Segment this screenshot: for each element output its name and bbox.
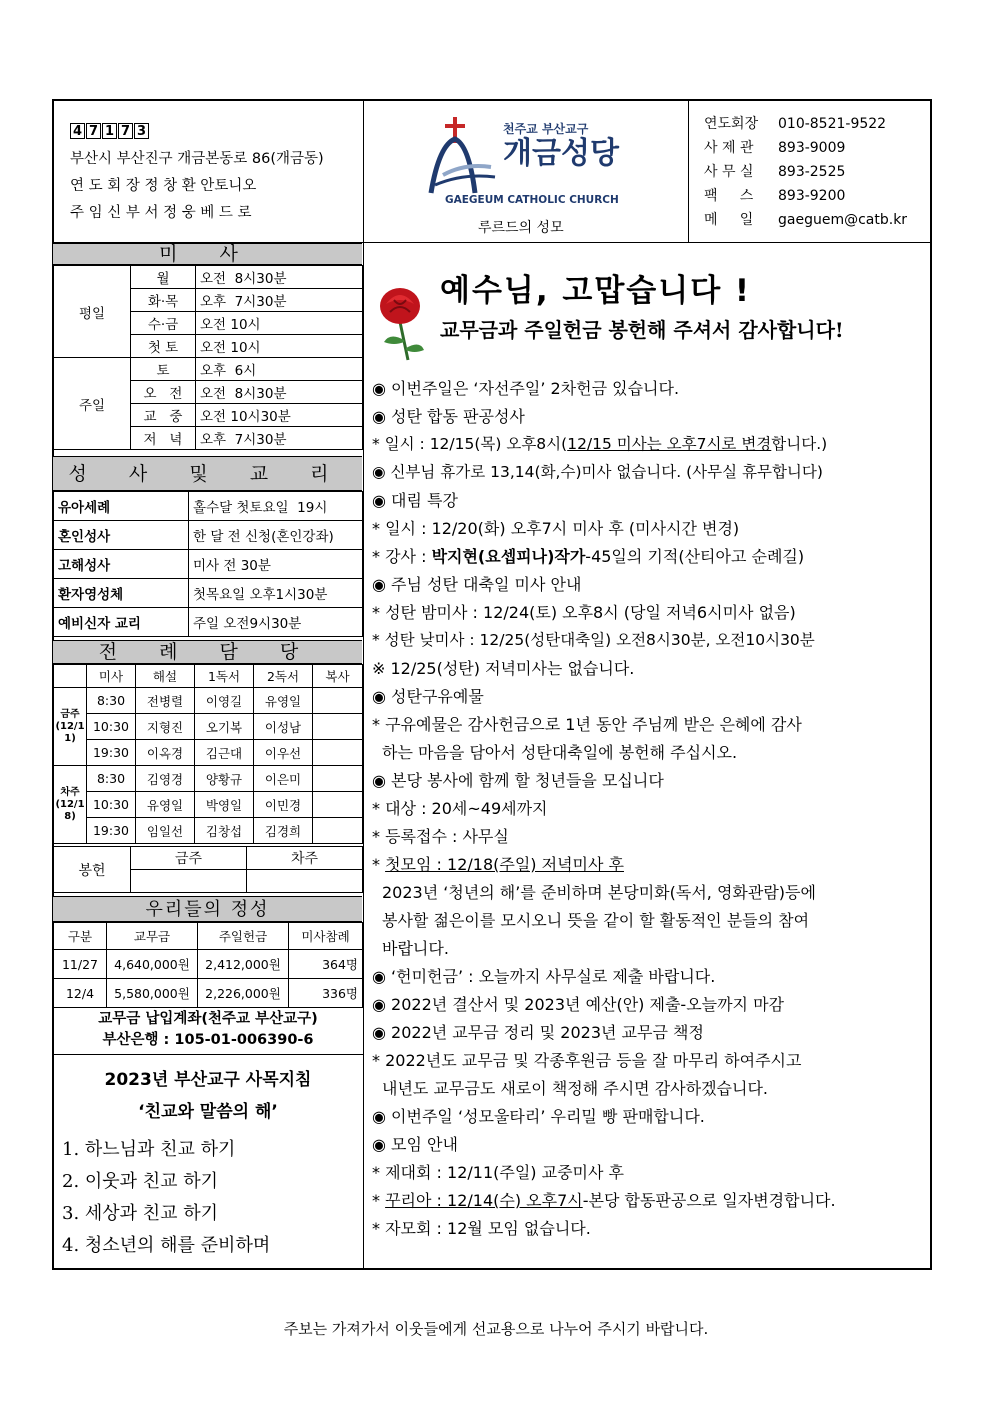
mass-time: 오전 10시 <box>196 312 363 335</box>
notice-detail <box>372 857 624 873</box>
donations-date: 12/4 <box>54 979 107 1008</box>
notice-detail: * 등록접수 : 사무실 <box>372 827 509 846</box>
notice-item: ◉ 성탄구유예물 <box>372 687 484 706</box>
donations-header: 주일헌금 <box>198 923 289 950</box>
notice-item: ◉ 대림 특강 <box>372 491 458 510</box>
zip-digit: 1 <box>102 123 117 139</box>
notice-item: ◉ 본당 봉사에 함께 할 청년들을 모십니다 <box>372 771 664 790</box>
notice-text: * 강사 : <box>372 547 432 566</box>
donations-tithe: 5,580,000원 <box>107 979 198 1008</box>
notice-detail: * 일시 : 12/20(화) 오후7시 미사 후 (미사시간 변경) <box>372 519 740 538</box>
pastoral-item: 4. 청소년의 해를 준비하며 <box>62 1235 271 1256</box>
mass-day: 첫 토 <box>131 335 196 358</box>
donations-table <box>53 922 363 1008</box>
liturgy-section-title: 전 례 담 당 <box>53 640 362 664</box>
bulletin-footer: 주보는 가져가서 이웃들에게 선교용으로 나누어 주시기 바랍니다. <box>283 1320 709 1338</box>
donations-header: 미사참례 <box>289 923 363 950</box>
liturgy-server <box>313 714 363 740</box>
contact-value: gaeguem@catb.kr <box>778 212 908 228</box>
sacrament-value: 첫목요일 오후1시30분 <box>189 579 363 608</box>
notice-text: -45일의 기적(산티아고 순례길) <box>585 547 805 566</box>
weekday-label: 평일 <box>54 266 131 358</box>
notice-item: ◉ 이번주일은 ‘자선주일’ 2차헌금 있습니다. <box>372 379 680 398</box>
notice-item: ◉ 2022년 교무금 정리 및 2023년 교무금 책정 <box>372 1023 704 1042</box>
contact-value: 010-8521-9522 <box>778 116 887 132</box>
liturgy-table <box>53 664 363 844</box>
pastoral-item: 3. 세상과 친교 하기 <box>62 1203 219 1224</box>
sunday-label: 주일 <box>54 358 131 450</box>
notice-detail: 봉사할 젊은이를 모시오니 뜻을 같이 할 활동적인 분들의 참여 <box>382 911 810 930</box>
liturgy-commentator: 김영경 <box>136 766 195 792</box>
liturgy-mass: 8:30 <box>87 766 136 792</box>
liturgy-header: 2독서 <box>254 665 313 688</box>
liturgy-server <box>313 792 363 818</box>
zip-code <box>70 123 149 139</box>
mass-section-title: 미 사 <box>53 243 362 265</box>
liturgy-mass: 8:30 <box>87 688 136 714</box>
mass-day: 화·목 <box>131 289 196 312</box>
notice-underlined-text: 12/15 미사는 오후7시로 변경 <box>567 435 772 453</box>
donations-attendance: 364명 <box>289 950 363 979</box>
notice-detail <box>372 549 804 565</box>
offering-this-week <box>131 870 247 893</box>
sacrament-name: 유아세례 <box>54 492 189 521</box>
column-divider <box>363 100 364 1269</box>
notice-detail: 2023년 ‘청년의 해’를 준비하며 본당미화(독서, 영화관람)등에 <box>382 883 816 902</box>
pastor-line: 주 임 신 부 서 정 웅 베 드 로 <box>70 205 252 221</box>
sacraments-table <box>53 491 363 637</box>
notice-detail: ※ 12/25(성탄) 저녁미사는 없습니다. <box>372 659 635 678</box>
notice-detail: * 제대회 : 12/11(주일) 교중미사 후 <box>372 1163 624 1182</box>
liturgy-reader2: 유영일 <box>254 688 313 714</box>
donations-section-title: 우리들의 정성 <box>53 896 362 922</box>
pastoral-title: 2023년 부산교구 사목지침 <box>104 1070 312 1090</box>
donations-sunday-offering: 2,226,000원 <box>198 979 289 1008</box>
notice-detail: * 구유예물은 감사헌금으로 1년 동안 주님께 받은 은혜에 감사 <box>372 715 802 734</box>
contact-value: 893-9009 <box>778 140 846 156</box>
mass-time: 오전 8시30분 <box>196 266 363 289</box>
pastoral-theme: ‘친교와 말씀의 해’ <box>138 1102 278 1122</box>
donations-sunday-offering: 2,412,000원 <box>198 950 289 979</box>
church-subtitle: 루르드의 성모 <box>478 220 564 236</box>
notice-bold-text: 박지현(요셉피나)작가 <box>431 547 586 566</box>
offering-table <box>53 846 363 893</box>
mass-day: 오 전 <box>131 381 196 404</box>
notice-text: * <box>372 855 386 874</box>
contact-label: 사 제 관 <box>704 140 754 156</box>
diocese-name: 천주교 부산교구 <box>503 122 589 136</box>
liturgy-reader1: 김창섭 <box>195 818 254 844</box>
liturgy-corner <box>54 665 87 688</box>
sacrament-name: 혼인성사 <box>54 521 189 550</box>
liturgy-header: 해설 <box>136 665 195 688</box>
notice-text: -본당 합동판공으로 일자변경합니다. <box>582 1191 836 1210</box>
liturgy-reader1: 이영길 <box>195 688 254 714</box>
contact-value: 893-9200 <box>778 188 846 204</box>
liturgy-server <box>313 766 363 792</box>
donations-attendance: 336명 <box>289 979 363 1008</box>
notice-detail: 바랍니다. <box>382 939 449 958</box>
notice-underlined-text: 첫모임 : 12/18(주일) 저녁미사 후 <box>385 855 624 874</box>
account-line-2: 부산은행 : 105-01-006390-6 <box>102 1032 314 1048</box>
zip-digit: 4 <box>70 123 85 139</box>
liturgy-reader2: 이민경 <box>254 792 313 818</box>
mass-day: 수·금 <box>131 312 196 335</box>
notice-detail: * 대상 : 20세~49세까지 <box>372 799 548 818</box>
liturgy-reader1: 김근대 <box>195 740 254 766</box>
notice-text: * 일시 : 12/15(목) 오후8시( <box>372 435 568 453</box>
liturgy-header: 1독서 <box>195 665 254 688</box>
liturgy-header: 복사 <box>313 665 363 688</box>
mass-time: 오후 7시30분 <box>196 289 363 312</box>
notice-detail: * 2022년도 교무금 및 각종후원금 등을 잘 마무리 하여주시고 <box>372 1051 802 1070</box>
liturgy-mass: 19:30 <box>87 818 136 844</box>
zip-digit: 7 <box>86 123 101 139</box>
liturgy-week-label: 차주(12/18) <box>54 766 87 844</box>
mass-day: 교 중 <box>131 404 196 427</box>
notice-item: ◉ 신부님 휴가로 13,14(화,수)미사 없습니다. (사무실 휴무합니다) <box>372 463 823 481</box>
liturgy-commentator: 임일선 <box>136 818 195 844</box>
zip-digit: 7 <box>118 123 133 139</box>
notice-item: ◉ 이번주일 ‘성모울타리’ 우리밀 빵 판매합니다. <box>372 1107 705 1126</box>
liturgy-reader2: 이우선 <box>254 740 313 766</box>
account-divider <box>53 1054 363 1055</box>
sacraments-section-title: 성 사 및 교 리 <box>53 456 362 491</box>
sacrament-name: 고해성사 <box>54 550 189 579</box>
liturgy-commentator: 유영일 <box>136 792 195 818</box>
liturgy-server <box>313 818 363 844</box>
liturgy-commentator: 지형진 <box>136 714 195 740</box>
liturgy-header: 미사 <box>87 665 136 688</box>
sacrament-name: 환자영성체 <box>54 579 189 608</box>
liturgy-mass: 19:30 <box>87 740 136 766</box>
donations-date: 11/27 <box>54 950 107 979</box>
notice-underlined-text: 꾸리아 : 12/14(수) 오후7시 <box>385 1191 583 1210</box>
notice-item: ◉ 2022년 결산서 및 2023년 예산(안) 제출-오늘까지 마감 <box>372 995 785 1014</box>
mass-time: 오전 8시30분 <box>196 381 363 404</box>
liturgy-server <box>313 688 363 714</box>
mass-day: 저 녁 <box>131 427 196 450</box>
church-address: 부산시 부산진구 개금본동로 86(개금동) <box>70 151 324 167</box>
liturgy-reader1: 오기복 <box>195 714 254 740</box>
notice-headline: 예수님, 고맙습니다 ! <box>440 273 752 309</box>
liturgy-reader2: 이은미 <box>254 766 313 792</box>
sacrament-name: 예비신자 교리 <box>54 608 189 637</box>
liturgy-reader2: 이성남 <box>254 714 313 740</box>
contact-label: 사 무 실 <box>704 164 754 180</box>
notice-detail: 하는 마음을 담아서 성탄대축일에 봉헌해 주십시오. <box>382 743 738 762</box>
liturgy-commentator: 이옥경 <box>136 740 195 766</box>
donations-tithe: 4,640,000원 <box>107 950 198 979</box>
liturgy-reader1: 양황규 <box>195 766 254 792</box>
liturgy-reader2: 김경희 <box>254 818 313 844</box>
contact-label: 팩 스 <box>704 188 754 204</box>
sacrament-value: 주일 오전9시30분 <box>189 608 363 637</box>
notice-text: * <box>372 1191 386 1210</box>
mass-schedule-table <box>53 265 363 450</box>
liturgy-reader1: 박영일 <box>195 792 254 818</box>
pastoral-item: 2. 이웃과 친교 하기 <box>62 1171 219 1192</box>
church-logo <box>425 115 635 206</box>
mass-time: 오후 7시30분 <box>196 427 363 450</box>
notice-subheadline: 교무금과 주일헌금 봉헌해 주셔서 감사합니다! <box>440 318 844 342</box>
notice-detail <box>372 1193 836 1209</box>
mass-day: 토 <box>131 358 196 381</box>
notice-item: ◉ 주님 성탄 대축일 미사 안내 <box>372 575 582 594</box>
notice-detail: 내년도 교무금도 새로이 책정해 주시면 감사하겠습니다. <box>382 1079 769 1098</box>
notice-item: ◉ 모임 안내 <box>372 1135 458 1154</box>
notice-item: ◉ 성탄 합동 판공성사 <box>372 407 525 426</box>
account-line-1: 교무금 납입계좌(천주교 부산교구) <box>98 1011 318 1027</box>
liturgy-mass: 10:30 <box>87 792 136 818</box>
offering-next-week <box>247 870 363 893</box>
mass-time: 오전 10시30분 <box>196 404 363 427</box>
chairman-line: 연 도 회 장 정 창 환 안토니오 <box>70 178 257 194</box>
contact-label: 메 일 <box>704 212 754 228</box>
liturgy-mass: 10:30 <box>87 714 136 740</box>
zip-digit: 3 <box>134 123 149 139</box>
notice-detail: * 성탄 낮미사 : 12/25(성탄대축일) 오전8시30분, 오전10시30분 <box>372 631 815 649</box>
notice-detail: * 자모회 : 12월 모임 없습니다. <box>372 1219 591 1238</box>
sacrament-value: 한 달 전 신청(혼인강좌) <box>189 521 363 550</box>
mass-time: 오후 6시 <box>196 358 363 381</box>
contact-value: 893-2525 <box>778 164 846 180</box>
mass-day: 월 <box>131 266 196 289</box>
liturgy-server <box>313 740 363 766</box>
notice-text: 합니다.) <box>771 435 828 453</box>
contact-divider <box>688 100 689 242</box>
offering-label: 봉헌 <box>54 847 131 893</box>
mass-time: 오전 10시 <box>196 335 363 358</box>
offering-header: 차주 <box>247 847 363 870</box>
rose-icon <box>370 282 432 362</box>
sacrament-value: 미사 전 30분 <box>189 550 363 579</box>
contact-label: 연도회장 <box>704 116 759 132</box>
liturgy-week-label: 금주(12/11) <box>54 688 87 766</box>
offering-header: 금주 <box>131 847 247 870</box>
donations-header: 구분 <box>54 923 107 950</box>
donations-header: 교무금 <box>107 923 198 950</box>
liturgy-commentator: 전병렬 <box>136 688 195 714</box>
church-english-name: GAEGEUM CATHOLIC CHURCH <box>445 194 619 206</box>
notice-detail: * 성탄 밤미사 : 12/24(토) 오후8시 (당일 저녁6시미사 없음) <box>372 603 796 622</box>
church-name: 개금성당 <box>503 136 619 171</box>
notice-detail <box>372 437 827 453</box>
notice-item: ◉ ‘헌미헌금’ : 오늘까지 사무실로 제출 바랍니다. <box>372 967 716 986</box>
sacrament-value: 홀수달 첫토요일 19시 <box>189 492 363 521</box>
pastoral-item: 1. 하느님과 친교 하기 <box>62 1139 236 1160</box>
